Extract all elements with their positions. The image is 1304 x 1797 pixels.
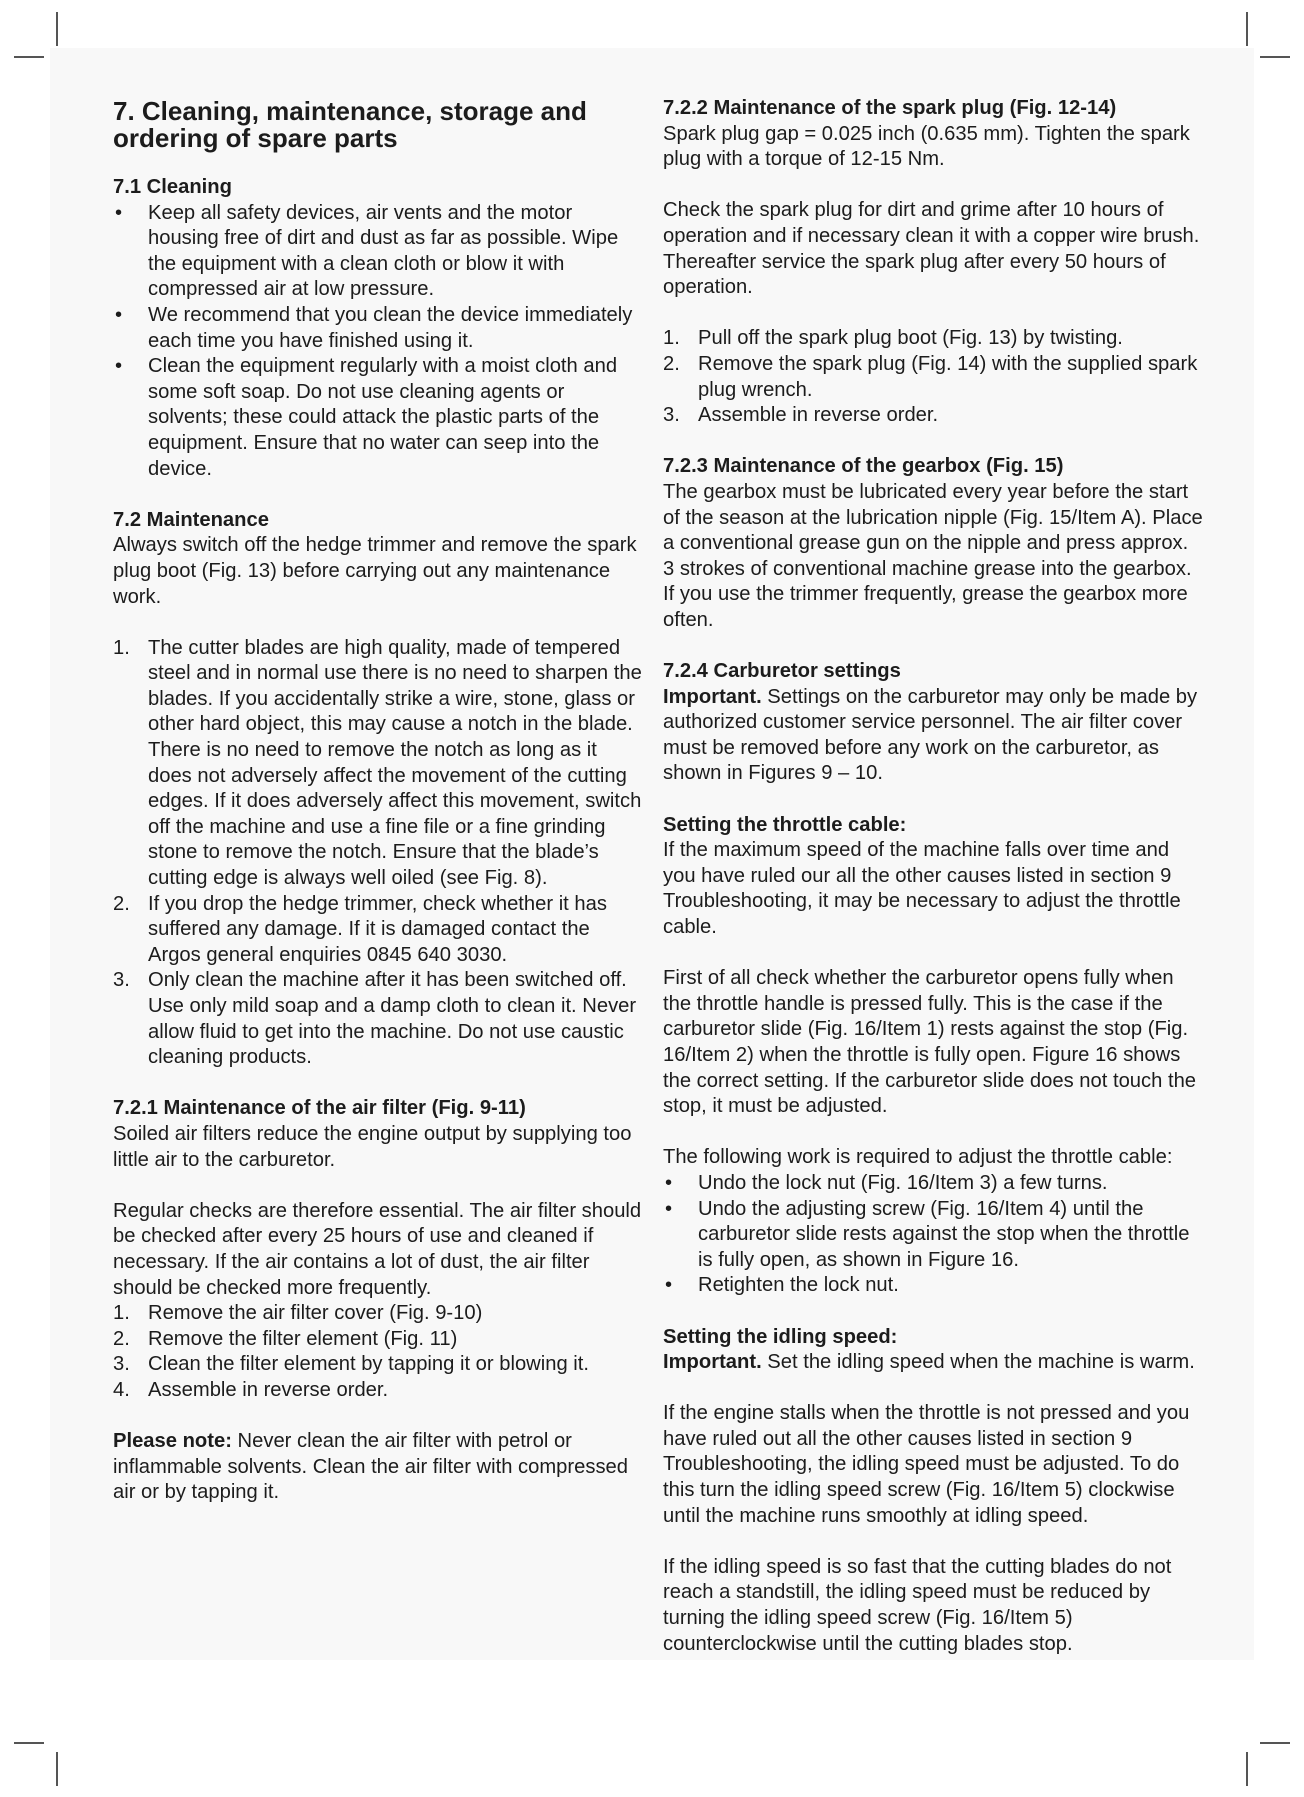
list-item: • Undo the lock nut (Fig. 16/Item 3) a few turns. bbox=[665, 1171, 1108, 1194]
idling-important: Important. Set the idling speed when the machine is warm. bbox=[663, 1351, 1195, 1374]
air-filter-paragraph: Soiled air filters reduce the engine output by supplying too little air to the carburetor. bbox=[113, 1122, 632, 1171]
list-item: 2. Remove the filter element (Fig. 11) bbox=[113, 1327, 458, 1350]
idling-paragraph: If the idling speed is so fast that the cutting blades do not reach a standstill, the idling speed must be reduced by turning the idling speed screw (Fig. 16/Item 5) counterclockwise until the cutting blades stop. bbox=[663, 1555, 1172, 1655]
section-cleaning bbox=[113, 175, 643, 482]
left-column bbox=[113, 96, 643, 1531]
carburetor-paragraph: Important. Settings on the carburetor may only be made by authorized customer service personnel. The air filter cover must be removed before any work on the carburetor, as shown in Figures 9 – 10. bbox=[663, 685, 1198, 785]
air-filter-note: Please note: Never clean the air filter with petrol or inflammable solvents. Clean the air filter with compressed air or by tapping it. bbox=[113, 1430, 628, 1504]
throttle-paragraph: The following work is required to adjust the throttle cable: bbox=[663, 1146, 1173, 1169]
section-idling bbox=[663, 1325, 1203, 1658]
list-item: • We recommend that you clean the device immediately each time you have finished using it. bbox=[115, 303, 633, 352]
section-air-filter bbox=[113, 1096, 643, 1506]
gearbox-paragraph: The gearbox must be lubricated every year before the start of the season at the lubrication nipple (Fig. 15/Item A). Place a conventional grease gun on the nipple and press approx. 3 strokes of conventional machine grease into the gearbox. If you use the trimmer frequently, grease the gearbox more often. bbox=[663, 480, 1203, 631]
throttle-paragraph: If the maximum speed of the machine falls over time and you have ruled our all the other causes listed in section 9 Troubleshooting, it may be necessary to adjust the throttle cable. bbox=[663, 839, 1181, 938]
list-item: 3. Assemble in reverse order. bbox=[663, 404, 939, 427]
list-item: • Clean the equipment regularly with a moist cloth and some soft soap. Do not use cleaning agents or solvents; these could attack the plastic parts of the equipment. Ensure that no water can seep into the device. bbox=[115, 355, 618, 480]
maintenance-intro: Always switch off the hedge trimmer and remove the spark plug boot (Fig. 13) before carrying out any maintenance work. bbox=[113, 534, 637, 608]
idling-paragraph: If the engine stalls when the throttle is not pressed and you have ruled out all the other causes listed in section 9 Troubleshooting, the idling speed must be adjusted. To do this turn the idling speed screw (Fig. 16/Item 5) clockwise until the machine runs smoothly at idling speed. bbox=[663, 1402, 1190, 1527]
right-column bbox=[663, 96, 1203, 1683]
section-spark-plug bbox=[663, 96, 1203, 429]
crop-mark-bottom-left-h bbox=[14, 1742, 44, 1744]
section-throttle bbox=[663, 813, 1203, 1299]
chapter-title: 7. Cleaning, maintenance, storage and ordering of spare parts bbox=[113, 96, 587, 153]
cleaning-heading: 7.1 Cleaning bbox=[113, 176, 232, 198]
crop-mark-bottom-left-v bbox=[56, 1752, 58, 1786]
list-item: 2. Remove the spark plug (Fig. 14) with the supplied spark plug wrench. bbox=[663, 352, 1198, 401]
crop-mark-top-left-h bbox=[14, 56, 44, 58]
crop-mark-top-left-v bbox=[56, 12, 58, 46]
crop-mark-top-right-v bbox=[1246, 12, 1248, 46]
air-filter-heading: 7.2.1 Maintenance of the air filter (Fig. 9-11) bbox=[113, 1097, 526, 1120]
list-item: 3. Only clean the machine after it has been switched off. Use only mild soap and a damp cloth to clean it. Never allow fluid to get into the machine. Do not use caustic cleaning products. bbox=[113, 969, 637, 1069]
list-item: 3. Clean the filter element by tapping it or blowing it. bbox=[113, 1353, 590, 1376]
list-item: 1. The cutter blades are high quality, made of tempered steel and in normal use there is no need to sharpen the blades. If you accidentally strike a wire, stone, glass or other hard object, this may cause a notch in the blade. There is no need to remove the notch as long as it does not adversely affect the movement of the cutting edges. If it does adversely affect this movement, switch off the machine and use a fine file or a fine grinding stone to remove the notch. Ensure that the blade’s cutting edge is always well oiled (see Fig. 8). bbox=[113, 636, 642, 890]
section-gearbox bbox=[663, 454, 1203, 633]
throttle-heading: Setting the throttle cable: bbox=[663, 813, 907, 836]
spark-plug-paragraph: Spark plug gap = 0.025 inch (0.635 mm). Tighten the spark plug with a torque of 12-15 Nm. bbox=[663, 122, 1190, 171]
carburetor-heading: 7.2.4 Carburetor settings bbox=[663, 660, 901, 683]
idling-heading: Setting the idling speed: bbox=[663, 1325, 898, 1348]
spark-plug-paragraph: Check the spark plug for dirt and grime after 10 hours of operation and if necessary clean it with a copper wire brush. Thereafter service the spark plug after every 50 hours of operation. bbox=[663, 199, 1200, 299]
list-item: 2. If you drop the hedge trimmer, check whether it has suffered any damage. If it is damaged contact the Argos general enquiries 0845 640 3030. bbox=[113, 892, 607, 966]
crop-mark-bottom-right-h bbox=[1260, 1742, 1290, 1744]
list-item: • Undo the adjusting screw (Fig. 16/Item 4) until the carburetor slide rests against the stop when the throttle is fully open, as shown in Figure 16. bbox=[665, 1197, 1190, 1271]
list-item: • Keep all safety devices, air vents and the motor housing free of dirt and dust as far as possible. Wipe the equipment with a clean cloth or blow it with compressed air at low pressure. bbox=[115, 201, 619, 301]
crop-mark-top-right-h bbox=[1260, 56, 1290, 58]
list-item: 1. Remove the air filter cover (Fig. 9-10) bbox=[113, 1302, 483, 1325]
crop-mark-bottom-right-v bbox=[1246, 1752, 1248, 1786]
maintenance-heading: 7.2 Maintenance bbox=[113, 508, 269, 531]
air-filter-paragraph: Regular checks are therefore essential. The air filter should be checked after every 25 hours of use and cleaned if necessary. If the air contains a lot of dust, the air filter should be checked more frequently. bbox=[113, 1199, 642, 1299]
section-maintenance bbox=[113, 508, 643, 1071]
throttle-paragraph: First of all check whether the carburetor opens fully when the throttle handle is pressed fully. This is the case if the carburetor slide (Fig. 16/Item 1) rests against the stop (Fig. 16/Item 2) when the throttle is fully open. Figure 16 shows the correct setting. If the carburetor slide does not touch the stop, it must be adjusted. bbox=[663, 967, 1197, 1118]
list-item: 4. Assemble in reverse order. bbox=[113, 1378, 389, 1401]
spark-plug-heading: 7.2.2 Maintenance of the spark plug (Fig. 12-14) bbox=[663, 97, 1117, 119]
section-carburetor bbox=[663, 659, 1203, 787]
gearbox-heading: 7.2.3 Maintenance of the gearbox (Fig. 15) bbox=[663, 455, 1064, 478]
list-item: • Retighten the lock nut. bbox=[665, 1274, 899, 1297]
list-item: 1. Pull off the spark plug boot (Fig. 13) by twisting. bbox=[663, 327, 1123, 350]
